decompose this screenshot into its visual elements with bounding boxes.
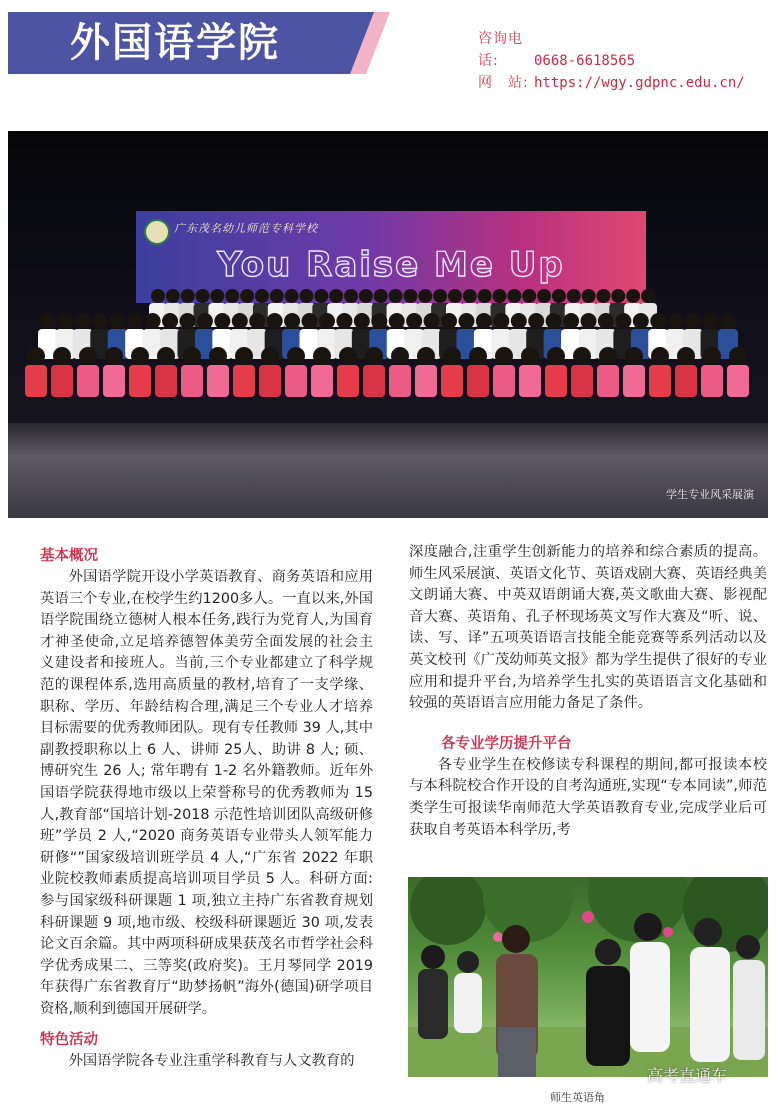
hero-photo — [8, 131, 768, 518]
crowd-person-body — [701, 365, 723, 397]
crowd-person-head — [249, 313, 265, 329]
crowd-person-head — [433, 289, 447, 303]
crowd-person-head — [417, 347, 435, 365]
crowd-person-head — [329, 289, 343, 303]
crowd-person-head — [476, 313, 492, 329]
crowd-person-body — [311, 365, 333, 397]
crowd-person-head — [507, 289, 521, 303]
crowd-person-body — [467, 365, 489, 397]
crowd-person-body — [25, 365, 47, 397]
crowd-person-body — [597, 365, 619, 397]
crowd-person-head — [110, 313, 126, 329]
crowd-person-body — [727, 365, 749, 397]
crowd-person-head — [458, 313, 474, 329]
crowd-person-head — [703, 313, 719, 329]
crowd-person-head — [599, 347, 617, 365]
crowd-person-head — [528, 313, 544, 329]
crowd-person-head — [157, 347, 175, 365]
crowd-person-head — [596, 289, 610, 303]
screen-school-name: 广东茂名幼儿师范专科学校 — [174, 222, 318, 235]
activities-heading: 特色活动 — [40, 1032, 98, 1049]
crowd-person-body — [389, 365, 411, 397]
crowd-person-head — [406, 313, 422, 329]
crowd-person-head — [354, 313, 370, 329]
crowd-person-head — [677, 347, 695, 365]
crowd-person-head — [255, 289, 269, 303]
crowd-person-head — [319, 313, 335, 329]
crowd-person-head — [179, 313, 195, 329]
crowd-person-head — [389, 313, 405, 329]
english-corner-caption: 师生英语角 — [550, 1091, 605, 1104]
website-url[interactable]: https://wgy.gdpnc.edu.cn/ — [534, 75, 745, 91]
crowd-person-body — [441, 365, 463, 397]
crowd-person-head — [625, 347, 643, 365]
crowd-person-head — [336, 313, 352, 329]
crowd-person-head — [633, 313, 649, 329]
crowd-person-head — [92, 313, 108, 329]
crowd-person-head — [443, 347, 461, 365]
crowd-person-head — [567, 289, 581, 303]
crowd-person-body — [623, 365, 645, 397]
crowd-person-head — [284, 313, 300, 329]
crowd-person-body — [181, 365, 203, 397]
crowd-person-head — [650, 313, 666, 329]
crowd-person-head — [209, 347, 227, 365]
crowd-person-head — [651, 347, 669, 365]
upgrade-heading: 各专业学历提升平台 — [441, 735, 572, 752]
right-column — [409, 542, 767, 841]
crowd-person-head — [339, 347, 357, 365]
crowd-person-head — [418, 289, 432, 303]
crowd-person-body — [415, 365, 437, 397]
crowd-person-head — [214, 313, 230, 329]
upgrade-paragraph: 各专业学生在校修读专科课程的期间,都可报读本校与本科院校合作开设的自考沟通班,实现“专本同读”,师范类学生可报读华南师范大学英语教育专业,完成学业后可获取自考英语本科学历,考 — [409, 756, 767, 838]
crowd-person-head — [145, 313, 161, 329]
crowd-person-head — [493, 313, 509, 329]
website-label: 网 站: — [478, 75, 529, 91]
crowd-person-head — [478, 289, 492, 303]
crowd-person-head — [53, 347, 71, 365]
crowd-person-head — [75, 313, 91, 329]
crowd-person-head — [521, 347, 539, 365]
crowd-person-head — [626, 289, 640, 303]
english-corner-photo — [408, 877, 768, 1077]
crowd-person-body — [519, 365, 541, 397]
crowd-person-head — [196, 289, 210, 303]
crowd-person-head — [685, 313, 701, 329]
crowd-person-head — [424, 313, 440, 329]
crowd-person-head — [314, 289, 328, 303]
crowd-person-head — [79, 347, 97, 365]
crowd-person-head — [371, 313, 387, 329]
crowd-person-head — [57, 313, 73, 329]
crowd-person-head — [151, 289, 165, 303]
crowd-person-body — [493, 365, 515, 397]
crowd-person-head — [581, 313, 597, 329]
crowd-person-head — [611, 289, 625, 303]
crowd-person-head — [162, 313, 178, 329]
crowd-person-head — [537, 289, 551, 303]
crowd-person-body — [545, 365, 567, 397]
crowd-person-head — [197, 313, 213, 329]
crowd-person-head — [374, 289, 388, 303]
crowd-person-body — [675, 365, 697, 397]
crowd-person-head — [225, 289, 239, 303]
crowd-person-head — [105, 347, 123, 365]
english-corner-illustration — [408, 877, 768, 1077]
crowd-person-head — [546, 313, 562, 329]
crowd-person-head — [729, 347, 747, 365]
crowd-person-head — [703, 347, 721, 365]
screen-slogan: You Raise Me Up — [217, 245, 565, 285]
overview-heading: 基本概况 — [40, 548, 98, 564]
crowd-person-head — [582, 289, 596, 303]
crowd-person-head — [495, 347, 513, 365]
crowd-person-body — [155, 365, 177, 397]
crowd-person-head — [615, 313, 631, 329]
phone-number: 0668-6618565 — [534, 53, 636, 69]
crowd-person-head — [299, 289, 313, 303]
watermark-text: 高考直通车 — [647, 1066, 728, 1085]
crowd-person-head — [493, 289, 507, 303]
crowd-person-body — [77, 365, 99, 397]
crowd-person-body — [103, 365, 125, 397]
left-column — [40, 546, 373, 1073]
crowd-person-head — [641, 289, 655, 303]
crowd-person-body — [51, 365, 73, 397]
crowd-person-head — [403, 289, 417, 303]
crowd-person-head — [552, 289, 566, 303]
activities-paragraph-start: 外国语学院各专业注重学科教育与人文教育的 — [68, 1053, 355, 1070]
crowd-person-body — [207, 365, 229, 397]
crowd-person-head — [285, 289, 299, 303]
hero-caption: 学生专业风采展演 — [666, 488, 754, 501]
crowd-person-head — [547, 347, 565, 365]
crowd-person-head — [232, 313, 248, 329]
crowd-person-head — [511, 313, 527, 329]
website-line — [478, 72, 745, 94]
crowd-person-head — [40, 313, 56, 329]
page-title: 外国语学院 — [70, 20, 280, 66]
crowd-person-head — [127, 313, 143, 329]
crowd-person-head — [181, 289, 195, 303]
phone-label: 咨询电话: — [478, 31, 523, 69]
crowd-person-head — [720, 313, 736, 329]
crowd-person-body — [649, 365, 671, 397]
crowd-person-head — [240, 289, 254, 303]
crowd-person-head — [448, 289, 462, 303]
crowd-person-head — [441, 313, 457, 329]
crowd-person-body — [233, 365, 255, 397]
crowd-person-body — [285, 365, 307, 397]
crowd-person-head — [389, 289, 403, 303]
crowd-person-body — [129, 365, 151, 397]
crowd-person-head — [235, 347, 253, 365]
crowd-person-body — [337, 365, 359, 397]
phone-line — [478, 28, 745, 72]
crowd-person-head — [287, 347, 305, 365]
crowd-person-head — [365, 347, 383, 365]
crowd-person-head — [344, 289, 358, 303]
crowd-person-head — [598, 313, 614, 329]
crowd-person-body — [363, 365, 385, 397]
crowd-person-head — [302, 313, 318, 329]
crowd-person-head — [27, 347, 45, 365]
crowd-person-head — [563, 313, 579, 329]
crowd-person-head — [313, 347, 331, 365]
crowd-person-body — [259, 365, 281, 397]
crowd-person-head — [270, 289, 284, 303]
overview-paragraph: 外国语学院开设小学英语教育、商务英语和应用英语三个专业,在校学生约1200多人。一直以来,外国语学院围绕立德树人根本任务,践行为党育人,为国育才神圣使命,立足培养德智体美劳全面发展的社会主义建设者和接班人。当前,三个专业都建立了科学规范的课程体系,选用高质量的教材,培育了一支学缘、职称、学历、年龄结构合理,满足三个专业人才培养目标需要的优秀教师团队。现有专任教师 39 人,其中副教授职称以上 6 人、讲师 25人、助讲 8 人; 硕、博研究生 26 人; 常年聘有 1-2 名外籍教师。近年外国语学院获得地市级以上荣誉称号的优秀教师为 15 人,教育部“国培计划-2018 示范性培训团队高级研修班”学员 2 人,“2020 商务英语专业带头人领军能力研修“”国家级培训班学员 4 人,“广东省 2022 年职业院校教师素质提高培训项目学员 5 人。科研方面:参与国家级科研课题 1 项,独立主持广东省教育规划科研课题 9 项,地市级、校级科研课题近 30 项,发表论文百余篇。其中两项科研成果获茂名市哲学社会科学优秀成果二、三等奖(政府奖)。王月琴同学 2019 年获得广东省教育厅“助梦扬帆”海外(德国)研学项目资格,顺利到德国开展研学。 — [40, 569, 373, 1017]
crowd-person-head — [267, 313, 283, 329]
crowd-person-head — [131, 347, 149, 365]
crowd-person-head — [522, 289, 536, 303]
crowd-person-head — [573, 347, 591, 365]
crowd-person-head — [261, 347, 279, 365]
crowd-person-head — [391, 347, 409, 365]
students-group-illustration — [8, 131, 768, 518]
crowd-person-body — [571, 365, 593, 397]
crowd-person-head — [359, 289, 373, 303]
crowd-person-head — [469, 347, 487, 365]
crowd-person-head — [463, 289, 477, 303]
crowd-person-head — [668, 313, 684, 329]
crowd-person-head — [166, 289, 180, 303]
crowd-person-head — [183, 347, 201, 365]
contact-info — [478, 28, 745, 94]
crowd-person-head — [210, 289, 224, 303]
activities-paragraph-continued: 深度融合,注重学生创新能力的培养和综合素质的提高。师生风采展演、英语文化节、英语戏剧大赛、英语经典美文朗诵大赛、中英双语朗诵大赛,英文歌曲大赛、影视配音大赛、英语角、孔子杯现场英文写作大赛及“听、说、读、写、译”五项英语语言技能全能竞赛等系列活动以及英文校刊《广茂幼师英文报》都为学生提供了很好的专业应用和提升平台,为培养学生扎实的英语语言文化基础和较强的英语语言应用能力备足了条件。 — [409, 544, 767, 712]
